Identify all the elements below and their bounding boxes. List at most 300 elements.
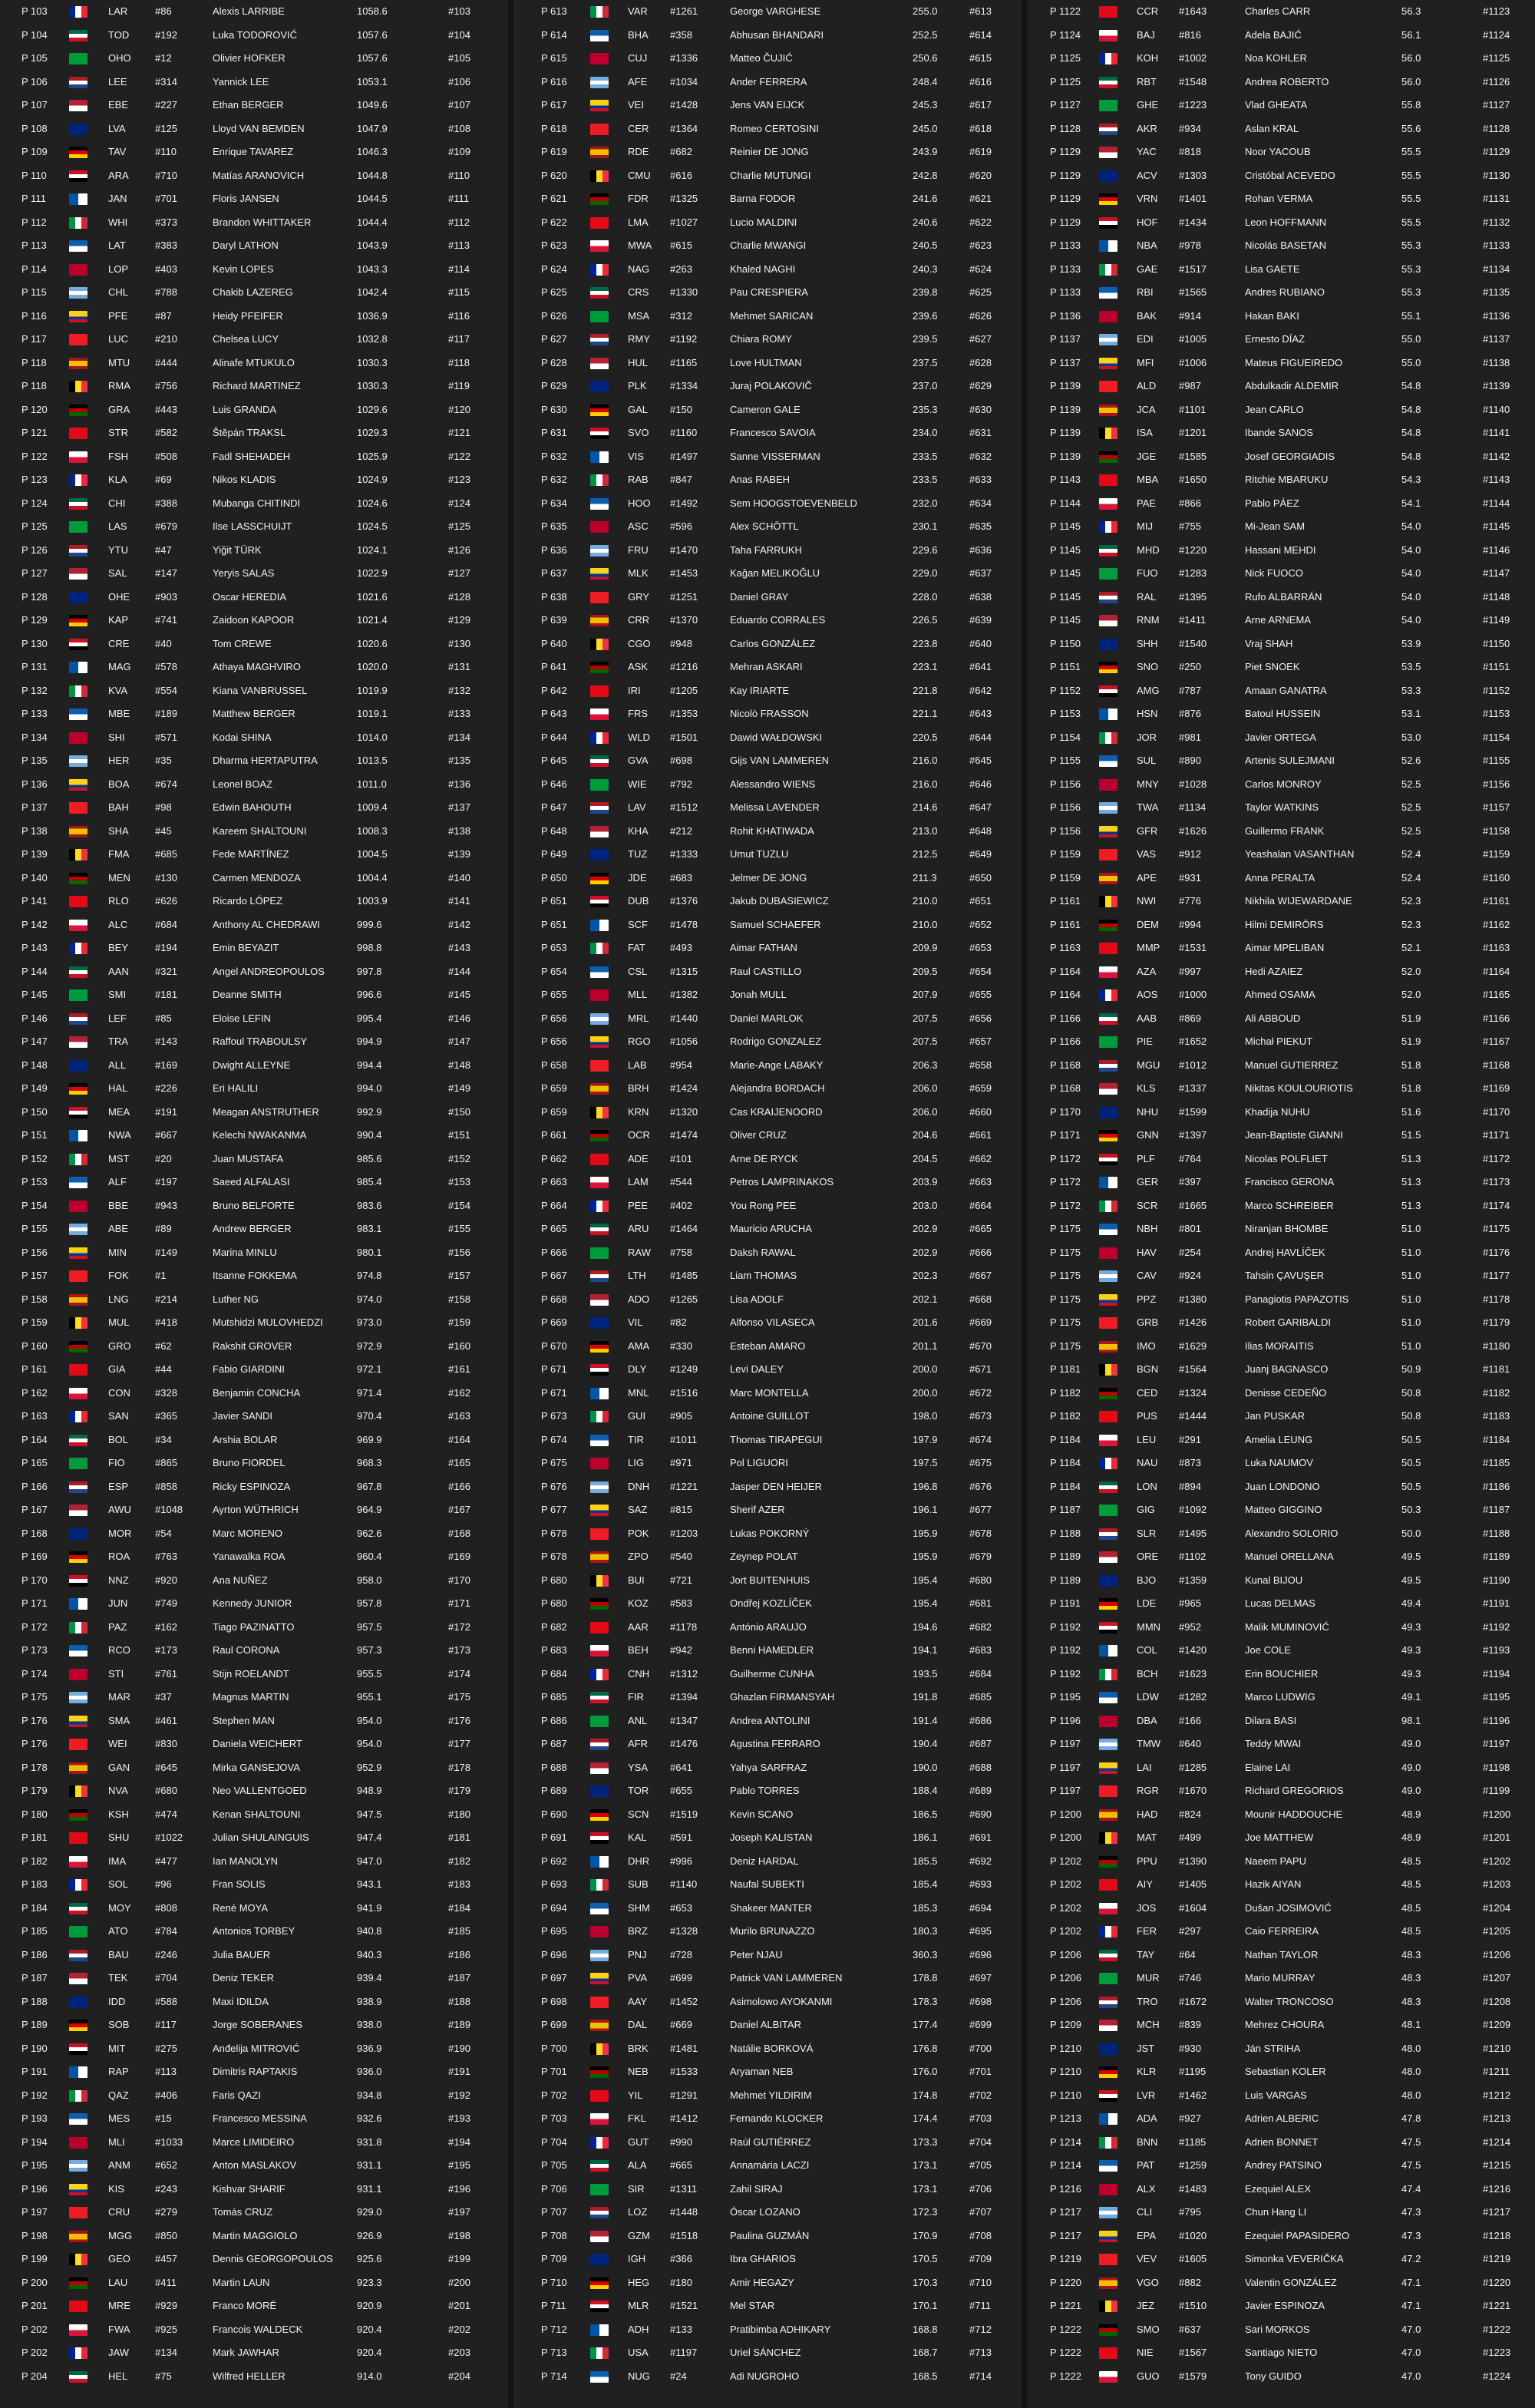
table-row (0, 258, 508, 282)
rank-label: P 1222 (1050, 2370, 1081, 2382)
player-name: Andrea ROBERTO (1245, 75, 1329, 88)
position-number: #676 (969, 1480, 992, 1492)
table-row (1027, 656, 1535, 679)
player-id: #616 (670, 169, 692, 181)
table-row (0, 1756, 508, 1780)
player-name: Mounir HADDOUCHE (1245, 1808, 1343, 1820)
player-id: #596 (670, 520, 692, 532)
player-score: 172.3 (913, 2206, 938, 2218)
rank-label: P 637 (541, 567, 567, 579)
player-score: 191.8 (913, 1691, 938, 1703)
player-id: #40 (155, 637, 172, 649)
player-id: #1092 (1179, 1504, 1207, 1515)
country-flag-icon (1099, 685, 1117, 697)
player-name: Nikhila WIJEWARDANE (1245, 895, 1352, 907)
player-id: #990 (670, 2135, 692, 2148)
player-code: CRU (108, 2206, 130, 2218)
player-name: Jorge SOBERANES (213, 2019, 303, 2030)
player-name: Alfonso VILASECA (730, 1316, 815, 1328)
player-name: Nicolás BASETAN (1245, 239, 1326, 251)
table-row (0, 2131, 508, 2155)
player-id: #444 (155, 356, 177, 368)
player-name: Joseph KALISTAN (730, 1832, 813, 1843)
country-flag-icon (1099, 1997, 1117, 2008)
table-row (1027, 1148, 1535, 1171)
player-score: 50.8 (1401, 1386, 1421, 1399)
country-flag-icon (69, 287, 87, 299)
player-id: #291 (1179, 1433, 1201, 1445)
table-row (513, 1920, 1022, 1944)
player-score: 929.0 (357, 2206, 382, 2218)
rank-label: P 198 (21, 2229, 48, 2241)
table-row (513, 1429, 1022, 1452)
player-code: BAJ (1137, 28, 1155, 41)
player-name: Aslan KRAL (1245, 122, 1299, 134)
country-flag-icon (69, 1645, 87, 1657)
player-code: OHO (108, 52, 131, 64)
country-flag-icon (590, 1669, 609, 1680)
player-code: MFI (1137, 356, 1154, 368)
position-number: #708 (969, 2229, 992, 2241)
rank-label: P 706 (541, 2182, 567, 2195)
player-score: 174.4 (913, 2112, 938, 2124)
player-id: #653 (670, 1901, 692, 1914)
player-code: TRA (108, 1036, 128, 1047)
player-name: Zeynep POLAT (730, 1551, 798, 1562)
rank-label: P 1222 (1050, 2347, 1081, 2358)
ranking-column-3 (1027, 0, 1535, 2408)
position-number: #625 (969, 286, 992, 298)
position-number: #1211 (1483, 2066, 1510, 2077)
rank-label: P 191 (21, 2066, 48, 2077)
player-code: MUR (1137, 1972, 1160, 1984)
player-id: #192 (155, 28, 177, 41)
country-flag-icon (69, 2020, 87, 2031)
rank-label: P 1200 (1050, 1832, 1081, 1843)
country-flag-icon (1099, 1669, 1117, 1680)
rank-label: P 137 (21, 801, 48, 813)
player-code: JAW (108, 2347, 129, 2358)
player-code: BUI (628, 1574, 645, 1586)
player-score: 49.1 (1401, 1691, 1421, 1703)
rank-label: P 1184 (1050, 1433, 1081, 1445)
table-row (513, 983, 1022, 1007)
player-score: 190.0 (913, 1761, 938, 1773)
table-row (0, 421, 508, 445)
country-flag-icon (590, 1154, 609, 1165)
player-score: 207.9 (913, 989, 938, 1000)
player-id: #1474 (670, 1129, 698, 1141)
player-name: George VARGHESE (730, 5, 821, 17)
country-flag-icon (1099, 732, 1117, 744)
country-flag-icon (69, 405, 87, 416)
country-flag-icon (1099, 405, 1117, 416)
player-code: QAZ (108, 2089, 129, 2101)
country-flag-icon (1099, 2184, 1117, 2195)
table-row (513, 1873, 1022, 1897)
position-number: #1206 (1483, 1948, 1511, 1960)
player-name: Aimar MPELIBAN (1245, 942, 1325, 953)
player-name: Pratibimba ADHIKARY (730, 2323, 831, 2335)
player-code: RGR (1137, 1785, 1159, 1796)
player-code: BAK (1137, 309, 1157, 322)
position-number: #115 (448, 286, 470, 298)
rank-label: P 1187 (1050, 1504, 1081, 1515)
player-code: SHM (628, 1901, 650, 1914)
table-row (1027, 1241, 1535, 1265)
table-row (1027, 1944, 1535, 1967)
player-id: #578 (155, 661, 177, 672)
position-number: #114 (448, 263, 470, 275)
player-id: #540 (670, 1551, 692, 1562)
rank-label: P 1159 (1050, 871, 1081, 884)
player-name: Tiago PAZINATTO (213, 1620, 295, 1633)
player-score: 983.6 (357, 1199, 382, 1211)
rank-label: P 638 (541, 590, 567, 603)
table-row (0, 1101, 508, 1125)
player-name: Adi NUGROHO (730, 2370, 800, 2382)
country-flag-icon (1099, 1809, 1117, 1821)
table-row (0, 2318, 508, 2342)
position-number: #1185 (1483, 1457, 1510, 1468)
table-row (513, 936, 1022, 960)
position-number: #1161 (1483, 895, 1510, 907)
player-id: #699 (670, 1972, 692, 1984)
player-score: 206.0 (913, 1082, 938, 1094)
player-code: HAL (108, 1082, 128, 1094)
rank-label: P 184 (21, 1901, 48, 1914)
position-number: #136 (448, 778, 470, 790)
country-flag-icon (590, 802, 609, 814)
player-score: 962.6 (357, 1527, 382, 1539)
player-code: BNN (1137, 2135, 1158, 2148)
player-id: #15 (155, 2112, 172, 2124)
country-flag-icon (69, 1785, 87, 1797)
position-number: #669 (969, 1316, 992, 1328)
position-number: #701 (969, 2066, 992, 2077)
player-name: Daksh RAWAL (730, 1246, 796, 1258)
position-number: #106 (448, 75, 470, 88)
player-code: RBI (1137, 286, 1154, 298)
player-code: AAN (108, 965, 129, 977)
position-number: #705 (969, 2159, 992, 2171)
country-flag-icon (69, 1598, 87, 1610)
rank-label: P 1129 (1050, 193, 1081, 204)
rank-label: P 157 (21, 1270, 48, 1281)
player-id: #1548 (1179, 75, 1207, 88)
country-flag-icon (1099, 53, 1117, 64)
country-flag-icon (1099, 193, 1117, 205)
player-code: AAB (1137, 1012, 1157, 1024)
player-id: #64 (1179, 1948, 1196, 1960)
country-flag-icon (590, 264, 609, 276)
rank-label: P 680 (541, 1597, 567, 1609)
table-row (0, 492, 508, 516)
player-name: Lisa ADOLF (730, 1293, 784, 1305)
player-name: Brandon WHITTAKER (213, 216, 312, 228)
country-flag-icon (69, 498, 87, 510)
position-number: #1129 (1483, 146, 1510, 157)
rank-label: P 112 (21, 216, 47, 228)
player-code: KLA (108, 474, 127, 485)
rank-label: P 1220 (1050, 2276, 1081, 2288)
table-row (513, 164, 1022, 188)
player-name: Ayrton WÜTHRICH (213, 1504, 299, 1515)
table-row (1027, 2037, 1535, 2061)
country-flag-icon (69, 592, 87, 603)
player-name: Daniel GRAY (730, 590, 789, 603)
position-number: #1142 (1483, 450, 1510, 462)
table-row (513, 187, 1022, 211)
table-row (1027, 633, 1535, 656)
position-number: #634 (969, 497, 992, 509)
country-flag-icon (1099, 1645, 1117, 1657)
player-score: 50.5 (1401, 1433, 1421, 1445)
player-id: #75 (155, 2370, 172, 2382)
position-number: #173 (448, 1644, 470, 1656)
rank-label: P 1175 (1050, 1223, 1081, 1234)
position-number: #1132 (1483, 216, 1510, 228)
player-name: António ARAUJO (730, 1620, 807, 1633)
position-number: #695 (969, 1925, 992, 1937)
player-code: LAV (628, 801, 646, 813)
country-flag-icon (69, 989, 87, 1001)
rank-label: P 1202 (1050, 1925, 1081, 1937)
player-name: Daniela WEICHERT (213, 1738, 302, 1749)
table-row (0, 1475, 508, 1499)
country-flag-icon (590, 474, 609, 486)
player-score: 239.6 (913, 309, 938, 322)
player-code: SCN (628, 1808, 649, 1820)
player-score: 196.1 (913, 1504, 938, 1515)
rank-label: P 150 (21, 1105, 48, 1118)
table-row (1027, 1007, 1535, 1031)
player-name: Mi-Jean SAM (1245, 520, 1306, 532)
player-id: #746 (1179, 1972, 1201, 1984)
player-name: Michał PIEKUT (1245, 1036, 1313, 1047)
table-row (0, 1264, 508, 1288)
table-row (1027, 1194, 1535, 1218)
position-number: #1178 (1483, 1293, 1510, 1305)
table-row (1027, 1616, 1535, 1640)
player-name: Ethan BERGER (213, 99, 284, 111)
country-flag-icon (1099, 662, 1117, 673)
player-name: Erin BOUCHIER (1245, 1667, 1319, 1680)
country-flag-icon (590, 451, 609, 463)
player-code: CRS (628, 286, 649, 298)
country-flag-icon (1099, 1716, 1117, 1727)
position-number: #652 (969, 918, 992, 930)
position-number: #194 (448, 2135, 470, 2148)
player-id: #987 (1179, 380, 1201, 391)
player-score: 178.8 (913, 1972, 938, 1984)
country-flag-icon (69, 2137, 87, 2149)
player-code: FER (1137, 1925, 1157, 1937)
position-number: #661 (969, 1129, 992, 1141)
rank-label: P 707 (541, 2206, 567, 2218)
rank-label: P 703 (541, 2112, 567, 2124)
country-flag-icon (1099, 1785, 1117, 1797)
player-id: #641 (670, 1761, 692, 1773)
player-code: WIE (628, 778, 647, 790)
position-number: #121 (448, 427, 470, 438)
table-row (513, 1194, 1022, 1218)
player-id: #147 (155, 567, 177, 579)
country-flag-icon (1099, 1739, 1117, 1750)
player-id: #912 (1179, 848, 1201, 860)
player-score: 195.9 (913, 1527, 938, 1539)
player-id: #1291 (670, 2089, 698, 2101)
player-id: #544 (670, 1176, 692, 1187)
player-code: SHU (108, 1832, 130, 1843)
table-row (0, 1639, 508, 1663)
player-code: GRY (628, 590, 649, 603)
player-score: 960.4 (357, 1551, 382, 1562)
player-score: 55.5 (1401, 216, 1421, 228)
table-row (0, 2037, 508, 2061)
player-score: 972.1 (357, 1363, 382, 1375)
player-id: #1324 (1179, 1386, 1207, 1399)
rank-label: P 104 (21, 28, 48, 41)
country-flag-icon (69, 1832, 87, 1844)
player-id: #181 (155, 989, 177, 1000)
player-name: Javier SANDI (213, 1410, 273, 1422)
country-flag-icon (69, 1294, 87, 1306)
player-code: CRE (108, 637, 130, 649)
country-flag-icon (590, 1036, 609, 1048)
position-number: #656 (969, 1012, 992, 1024)
rank-label: P 1161 (1050, 918, 1081, 930)
player-code: HOF (1137, 216, 1158, 228)
position-number: #1186 (1483, 1480, 1510, 1492)
rank-label: P 173 (21, 1644, 48, 1656)
position-number: #1201 (1483, 1832, 1511, 1843)
player-name: Jonah MULL (730, 989, 787, 1000)
country-flag-icon (1099, 124, 1117, 135)
table-row (513, 398, 1022, 422)
player-score: 48.5 (1401, 1878, 1421, 1890)
position-number: #1203 (1483, 1878, 1511, 1890)
table-row (1027, 2248, 1535, 2271)
player-name: Mehran ASKARI (730, 661, 803, 672)
table-row (513, 2318, 1022, 2342)
position-number: #148 (448, 1059, 470, 1071)
player-id: #1510 (1179, 2300, 1207, 2311)
player-name: Jean-Baptiste GIANNI (1245, 1129, 1343, 1141)
player-id: #1564 (1179, 1363, 1207, 1375)
position-number: #169 (448, 1551, 470, 1562)
rank-label: P 1214 (1050, 2135, 1081, 2148)
table-row (1027, 468, 1535, 492)
player-id: #942 (670, 1644, 692, 1656)
player-id: #411 (155, 2276, 177, 2288)
player-id: #1672 (1179, 1995, 1207, 2007)
rank-label: P 162 (21, 1386, 48, 1399)
position-number: #619 (969, 146, 992, 157)
player-name: Alessandro WIENS (730, 778, 816, 790)
player-score: 954.0 (357, 1738, 382, 1749)
country-flag-icon (1099, 709, 1117, 720)
position-number: #146 (448, 1012, 470, 1024)
position-number: #189 (448, 2019, 470, 2030)
player-name: Leon HOFFMANN (1245, 216, 1327, 228)
position-number: #651 (969, 895, 992, 907)
player-name: Adrien BONNET (1245, 2135, 1319, 2148)
player-id: #443 (155, 403, 177, 415)
country-flag-icon (69, 2066, 87, 2078)
country-flag-icon (69, 1177, 87, 1188)
player-score: 48.3 (1401, 1995, 1421, 2007)
table-row (0, 1429, 508, 1452)
player-id: #457 (155, 2253, 177, 2264)
country-flag-icon (69, 1036, 87, 1048)
player-code: VRN (1137, 193, 1158, 204)
player-score: 51.5 (1401, 1129, 1421, 1141)
position-number: #690 (969, 1808, 992, 1820)
player-id: #85 (155, 1012, 172, 1024)
player-name: Luka TODOROVIĆ (213, 28, 298, 41)
player-name: Lucio MALDINI (730, 216, 797, 228)
table-row (0, 375, 508, 398)
player-code: LON (1137, 1480, 1157, 1492)
player-score: 168.7 (913, 2347, 938, 2358)
rank-label: P 1182 (1050, 1386, 1081, 1399)
player-code: GRO (108, 1339, 131, 1352)
player-code: AAR (628, 1620, 649, 1633)
player-code: RDE (628, 146, 649, 157)
player-code: LEE (108, 75, 127, 88)
country-flag-icon (69, 1528, 87, 1540)
player-id: #1220 (1179, 543, 1207, 556)
table-row (0, 726, 508, 750)
player-code: GFR (1137, 824, 1158, 837)
player-code: TEK (108, 1972, 128, 1984)
player-name: Leonel BOAZ (213, 778, 273, 790)
country-flag-icon (69, 1388, 87, 1399)
player-score: 920.4 (357, 2347, 382, 2358)
player-code: CUJ (628, 52, 648, 64)
position-number: #185 (448, 1925, 470, 1937)
player-id: #652 (155, 2159, 177, 2171)
player-score: 53.0 (1401, 731, 1421, 743)
player-score: 952.9 (357, 1761, 382, 1773)
table-row (0, 820, 508, 844)
player-id: #1428 (670, 99, 698, 111)
player-id: #582 (155, 427, 177, 438)
position-number: #702 (969, 2089, 992, 2101)
player-name: Eloise LEFIN (213, 1012, 271, 1024)
table-row (1027, 1826, 1535, 1850)
player-id: #383 (155, 239, 177, 251)
player-score: 970.4 (357, 1410, 382, 1422)
player-name: Ondřej KOZLÍČEK (730, 1597, 812, 1609)
player-code: LMA (628, 216, 649, 228)
player-score: 229.6 (913, 543, 938, 556)
country-flag-icon (1099, 1177, 1117, 1188)
table-row (1027, 1920, 1535, 1944)
player-name: Naufal SUBEKTI (730, 1878, 804, 1890)
table-row (513, 633, 1022, 656)
position-number: #1127 (1483, 99, 1510, 111)
country-flag-icon (1099, 1341, 1117, 1353)
player-score: 201.6 (913, 1316, 938, 1328)
player-name: Lloyd VAN BEMDEN (213, 122, 305, 134)
player-code: HER (108, 755, 130, 766)
player-score: 52.3 (1401, 918, 1421, 930)
player-score: 1020.0 (357, 661, 388, 672)
table-row (0, 936, 508, 960)
rank-label: P 164 (21, 1433, 48, 1445)
